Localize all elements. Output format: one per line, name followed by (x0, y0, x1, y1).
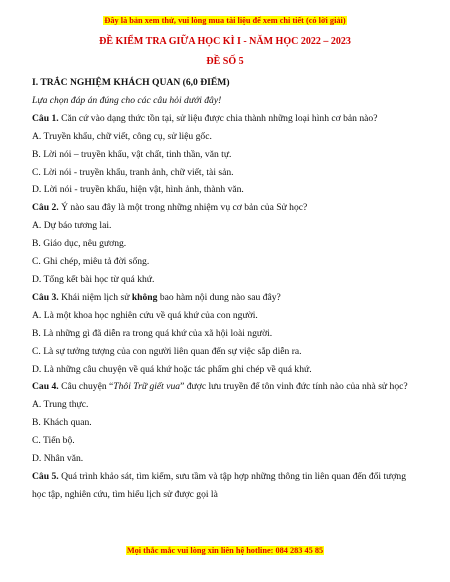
answer-option: A. Trung thực. (32, 399, 89, 411)
section-heading: I. TRẮC NGHIỆM KHÁCH QUAN (6,0 ĐIỂM) (32, 77, 230, 88)
answer-option: C. Ghi chép, miêu tả đời sống. (32, 256, 150, 268)
answer-option: A. Truyền khẩu, chữ viết, công cụ, sử liệu gốc. (32, 130, 212, 142)
answer-option: D. Lời nói - truyền khẩu, hiện vật, hình ảnh, thành văn. (32, 184, 244, 196)
answer-option: B. Lời nói – truyền khẩu, vật chất, tinh thần, văn tự. (32, 148, 232, 160)
answer-option: A. Là một khoa học nghiên cứu về quá khứ của con người. (32, 309, 258, 321)
question-text-end: ” được lưu truyền để tôn vinh đức tính nào của nhà sử học? (180, 381, 408, 393)
question-text-end: bao hàm nội dung nào sau đây? (157, 291, 281, 303)
question-2 (32, 199, 420, 217)
question-number: Câu 2. (32, 202, 59, 214)
story-title: Thôi Trữ giết vua (113, 381, 181, 393)
question-text: Ý nào sau đây là một trong những nhiệm vụ cơ bản của Sử học? (61, 202, 308, 214)
question-text: Khái niệm lịch sử (61, 291, 132, 303)
section-instruction: Lựa chọn đáp án đúng cho các câu hỏi dưới đây! (32, 94, 222, 106)
answer-option: B. Khách quan. (32, 417, 92, 429)
answer-option: D. Nhân văn. (32, 453, 84, 465)
answer-option: A. Dự báo tương lai. (32, 220, 112, 232)
answer-option: C. Lời nói - truyền khẩu, tranh ảnh, chữ viết, tài sản. (32, 166, 234, 178)
question-number: Câu 3. (32, 291, 59, 303)
exam-content (32, 74, 420, 504)
preview-notice-text: Đây là bản xem thử, vui lòng mua tài liệu để xem chi tiết (có lời giải) (104, 16, 346, 25)
question-5 (32, 468, 420, 504)
question-3 (32, 289, 420, 307)
question-text: Câu chuyện “ (61, 381, 114, 393)
answer-option: D. Là những câu chuyện về quá khứ hoặc tác phẩm ghi chép về quá khứ. (32, 363, 312, 375)
answer-option: B. Giáo dục, nêu gương. (32, 238, 127, 250)
question-text: Căn cứ vào dạng thức tồn tại, sử liệu được chia thành những loại hình cơ bản nào? (61, 112, 378, 124)
question-number: Câu 5. (32, 470, 59, 482)
exam-title: ĐỀ KIỂM TRA GIỮA HỌC KÌ I - NĂM HỌC 2022 – 2023 (99, 36, 351, 47)
question-4 (32, 378, 420, 396)
question-text: Quá trình khảo sát, tìm kiếm, sưu tầm và tập hợp những thông tin liên quan đến đối tượng học tập, nghiên cứu, tìm hiểu lịch sử được gọi là (32, 470, 407, 500)
answer-option: C. Là sự tưởng tượng của con người liên quan đến sự việc sắp diễn ra. (32, 345, 302, 357)
hotline-footer (0, 546, 450, 555)
question-emphasis: không (131, 291, 158, 303)
preview-notice (0, 16, 450, 25)
question-number: Cau 4. (32, 381, 59, 393)
hotline-text: Mọi thắc mắc vui lòng xin liên hệ hotline: 084 283 45 85 (126, 546, 324, 555)
answer-option: D. Tổng kết bài học từ quá khứ. (32, 273, 155, 285)
exam-number: ĐỀ SỐ 5 (206, 56, 244, 67)
answer-option: C. Tiến bộ. (32, 435, 75, 447)
answer-option: B. Là những gì đã diễn ra trong quá khứ của xã hội loài người. (32, 327, 273, 339)
question-number: Câu 1. (32, 112, 59, 124)
question-1 (32, 110, 420, 128)
